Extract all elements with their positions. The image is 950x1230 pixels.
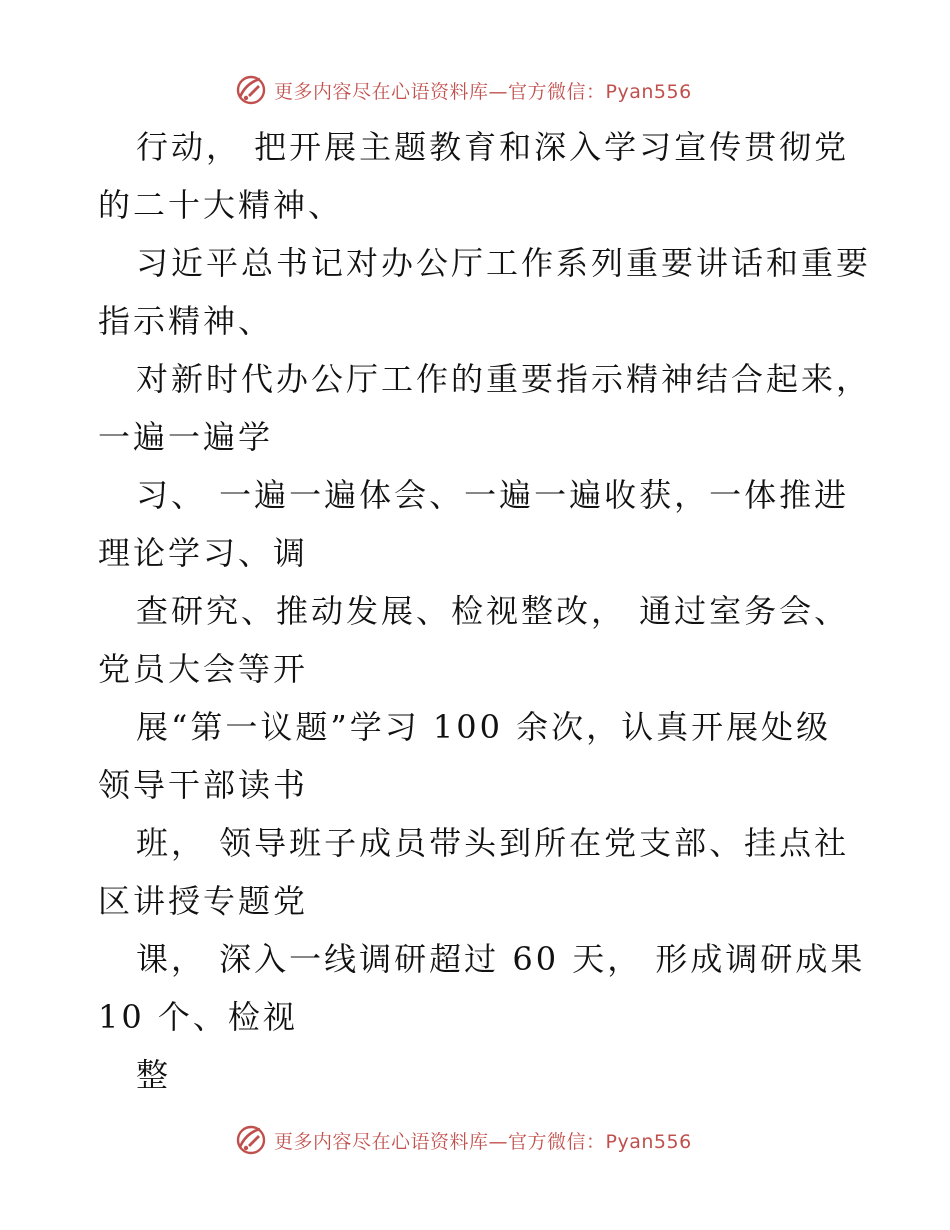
header-watermark xyxy=(234,72,692,108)
watermark-text: 更多内容尽在心语资料库—官方微信：Pyan556 xyxy=(274,1130,692,1153)
text-line: 展“第一议题”学习 100 余次，认真开展处级 xyxy=(136,708,832,746)
text-line: 班， 领导班子成员带头到所在党支部、挂点社 xyxy=(136,824,850,862)
text-line: 查研究、推动发展、检视整改， 通过室务会、 xyxy=(136,592,850,630)
text-line: 的二十大精神、 xyxy=(98,186,344,224)
pen-logo-icon xyxy=(234,73,268,107)
text-line: 一遍一遍学 xyxy=(98,418,274,456)
text-line: 整 xyxy=(136,1056,172,1094)
text-line: 领导干部读书 xyxy=(98,766,309,804)
text-line: 理论学习、调 xyxy=(98,534,309,572)
watermark-text: 更多内容尽在心语资料库—官方微信：Pyan556 xyxy=(274,80,692,103)
text-line: 习近平总书记对办公厅工作系列重要讲话和重要 xyxy=(136,244,872,282)
text-line: 对新时代办公厅工作的重要指示精神结合起来， xyxy=(136,360,872,398)
text-line: 区讲授专题党 xyxy=(98,882,309,920)
text-line: 习、 一遍一遍体会、一遍一遍收获，一体推进 xyxy=(136,476,850,514)
pen-logo-icon xyxy=(234,1123,268,1157)
footer-watermark xyxy=(234,1122,692,1158)
text-line: 行动， 把开展主题教育和深入学习宣传贯彻党 xyxy=(136,128,850,166)
text-line: 党员大会等开 xyxy=(98,650,309,688)
text-line: 10 个、检视 xyxy=(98,998,298,1036)
text-line: 课， 深入一线调研超过 60 天， 形成调研成果 xyxy=(136,940,866,978)
text-line: 指示精神、 xyxy=(98,302,274,340)
